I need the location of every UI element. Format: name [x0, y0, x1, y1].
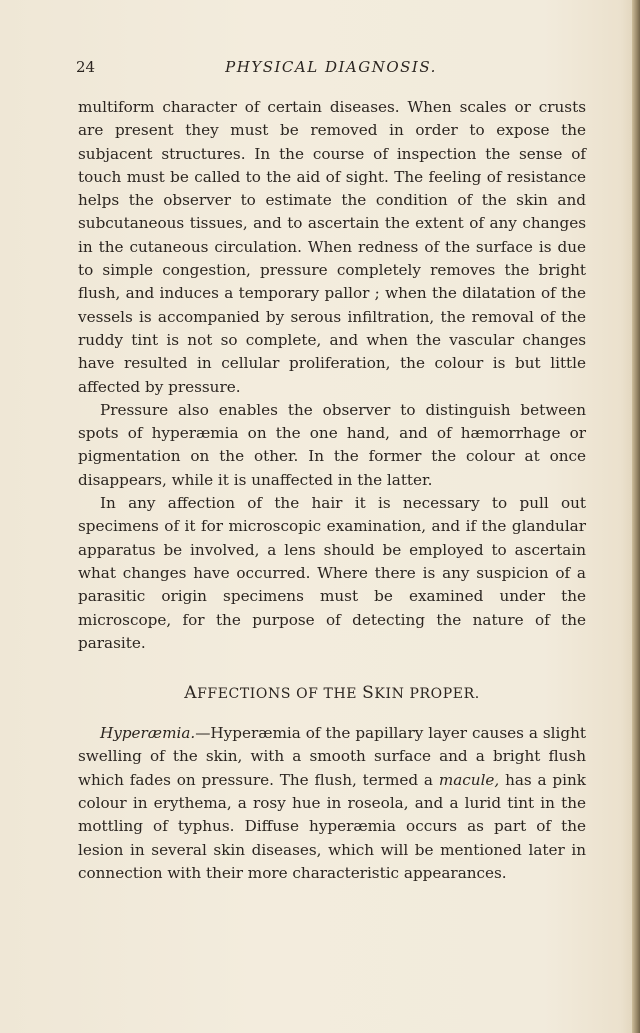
body-text — [78, 96, 586, 885]
paragraph-1: multiform character of certain diseases. When scales or crusts are present they must be removed in order to expose the subjacent structures. In the course of inspection the sense of touch must be called to the aid of sight. The feeling of resistance helps the observer to estimate the condition of the skin and subcutaneous tissues, and to ascertain the extent of any changes in the cutaneous circulation. When redness of the surface is due to simple congestion, pressure completely removes the bright flush, and induces a temporary pallor ; when the dilatation of the vessels is accompanied by serous infiltration, the removal of the ruddy tint is not so complete, and when the vascular changes have resulted in cellular proliferation, the colour is but little affected by pressure. — [78, 98, 586, 396]
page-header — [76, 58, 586, 82]
hyperaemia-text-rest: has a pink colour in erythema, a rosy hue in roseola, and a lurid tint in the mottling of typhus. Diffuse hyperæmia occurs as part of the lesion in several skin diseases, which will be mentioned later in connection with their more characteristic appearances. — [78, 770, 586, 882]
heading-cap-a: A — [184, 683, 198, 704]
term-macule: macule, — [438, 770, 500, 789]
paragraph-2: Pressure also enables the observer to distinguish between spots of hyperæmia on the one hand, and of hæmorrhage or pigmentation on the other. In the former the colour at once disappears, while it is unaffected in the latter. — [78, 400, 586, 489]
heading-cap-b: S — [362, 683, 375, 704]
hyperaemia-text: —Hyperæmia of the papillary layer causes a slight swelling of the skin, with a smooth surface and a bright flush which fades on pressure. The flush, termed a — [78, 724, 586, 789]
page-number: 24 — [76, 58, 96, 76]
heading-rest-a: FFECTIONS OF THE — [197, 686, 363, 703]
heading-rest-b: KIN PROPER. — [374, 686, 480, 703]
term-hyperaemia: Hyperæmia. — [100, 724, 196, 743]
page-edge-shadow — [632, 0, 640, 1033]
running-title: PHYSICAL DIAGNOSIS. — [225, 58, 437, 76]
section-heading — [78, 683, 586, 704]
paragraph-hyperaemia — [78, 722, 586, 885]
paragraph-3: In any affection of the hair it is necessary to pull out specimens of it for microscopic examination, and if the glandular apparatus be involved, a lens should be employed to ascertain what changes have occurred. Where there is any suspicion of a parasitic origin specimens must be examined under the microscope, for the purpose of detecting the nature of the parasite. — [78, 494, 586, 652]
